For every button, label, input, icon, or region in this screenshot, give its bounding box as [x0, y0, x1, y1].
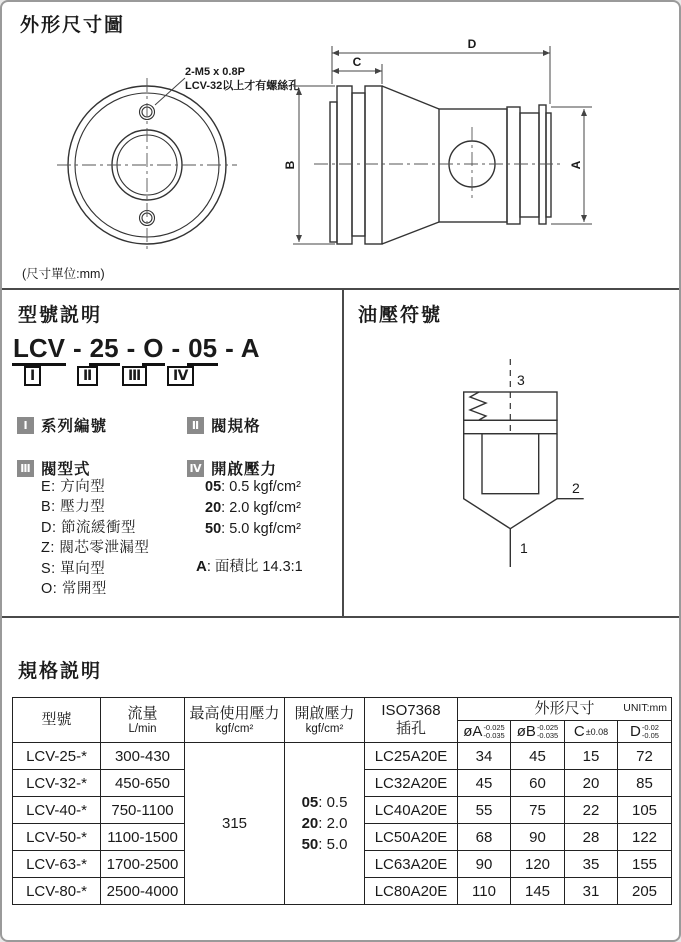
area-ratio-note: A: 面積比 14.3:1	[196, 558, 303, 575]
header-dim-a: øA -0.025 -0.035	[458, 721, 511, 743]
pressure-item: 20: 2.0 kgf/cm²	[205, 500, 301, 516]
header-outline-dims: 外形尺寸 UNIT:mm	[458, 698, 672, 721]
model-code-separator: -	[171, 333, 181, 363]
cell-dim-d: 85	[618, 770, 672, 797]
cell-model: LCV-63-*	[13, 851, 101, 878]
model-code-type: O	[142, 333, 164, 366]
cell-dim-a: 68	[458, 824, 511, 851]
cell-dim-c: 28	[565, 824, 618, 851]
cell-dim-c: 15	[565, 743, 618, 770]
section-divider-bottom	[2, 616, 679, 618]
cell-flow: 1700-2500	[101, 851, 185, 878]
cell-dim-b: 75	[511, 797, 565, 824]
cell-flow: 300-430	[101, 743, 185, 770]
legend-valve-size: Ⅱ 閥規格	[187, 414, 261, 436]
legend-cracking-pressure: Ⅳ 開啟壓力	[187, 457, 277, 479]
numeral-box-1: Ⅰ	[24, 366, 41, 386]
cell-dim-c: 22	[565, 797, 618, 824]
model-code-size: 25	[89, 333, 120, 366]
cell-dim-b: 90	[511, 824, 565, 851]
cell-dim-a: 34	[458, 743, 511, 770]
spec-row	[13, 743, 672, 770]
header-cracking-pressure: 開啟壓力 kgf/cm²	[285, 698, 365, 743]
cell-model: LCV-40-*	[13, 797, 101, 824]
spec-table	[12, 697, 672, 905]
cell-iso: LC40A20E	[365, 797, 458, 824]
legend-valve-type: Ⅲ 閥型式	[17, 457, 91, 479]
port-label-3: 3	[517, 372, 525, 388]
cell-dim-d: 155	[618, 851, 672, 878]
header-max-pressure: 最高使用壓力 kgf/cm²	[185, 698, 285, 743]
cell-iso: LC32A20E	[365, 770, 458, 797]
cell-dim-c: 35	[565, 851, 618, 878]
cell-cracking-pressure: 05: 0.5 20: 2.0 50: 5.0	[285, 743, 365, 905]
annotation-text-line1: 2-M5 x 0.8P	[185, 66, 245, 78]
legend-series: Ⅰ 系列編號	[17, 414, 107, 436]
legend-numeral-1: Ⅰ	[17, 417, 34, 434]
dim-label-a: A	[569, 160, 583, 170]
header-dim-b: øB -0.025 -0.035	[511, 721, 565, 743]
header-dim-c: C±0.08	[565, 721, 618, 743]
hydraulic-symbol	[464, 359, 584, 567]
valve-type-item: E: 方向型	[41, 479, 106, 495]
model-code-series: LCV	[12, 333, 66, 366]
spec-header-row-1	[13, 698, 672, 721]
side-view-drawing	[314, 86, 564, 244]
model-code-separator: -	[73, 333, 82, 363]
numeral-box-2: Ⅱ	[77, 366, 98, 386]
spring-symbol	[470, 392, 486, 420]
header-iso-cavity: ISO7368 插孔	[365, 698, 458, 743]
model-code-ratio: A	[240, 333, 260, 363]
unit-mm-label: UNIT:mm	[623, 702, 668, 714]
model-code-pressure: 05	[187, 333, 218, 366]
valve-type-item: Z: 閥芯零泄漏型	[41, 540, 150, 557]
model-code	[12, 333, 260, 366]
cell-iso: LC25A20E	[365, 743, 458, 770]
cell-flow: 450-650	[101, 770, 185, 797]
valve-type-item: B: 壓力型	[41, 499, 106, 516]
cell-dim-b: 120	[511, 851, 565, 878]
cell-flow: 2500-4000	[101, 878, 185, 905]
port-label-2: 2	[572, 480, 580, 496]
outline-drawing	[2, 30, 681, 288]
port-label-1: 1	[520, 540, 528, 556]
cell-dim-d: 105	[618, 797, 672, 824]
cell-dim-c: 20	[565, 770, 618, 797]
cell-iso: LC80A20E	[365, 878, 458, 905]
dim-label-c: C	[352, 55, 362, 69]
cell-flow: 1100-1500	[101, 824, 185, 851]
cell-model: LCV-80-*	[13, 878, 101, 905]
cell-dim-b: 60	[511, 770, 565, 797]
cell-model: LCV-25-*	[13, 743, 101, 770]
cell-model: LCV-50-*	[13, 824, 101, 851]
pressure-item: 05: 0.5 kgf/cm²	[205, 479, 301, 495]
cell-iso: LC63A20E	[365, 851, 458, 878]
dim-label-d: D	[467, 37, 477, 51]
cell-dim-a: 90	[458, 851, 511, 878]
hydraulic-symbol-drawing	[343, 290, 681, 618]
outline-section-title: 外形尺寸圖	[20, 15, 126, 36]
cell-max-pressure: 315	[185, 743, 285, 905]
valve-type-item: D: 節流緩衝型	[41, 519, 137, 536]
valve-type-item: O: 常開型	[41, 581, 107, 598]
model-section-title: 型號説明	[18, 305, 103, 326]
cell-dim-b: 45	[511, 743, 565, 770]
header-flow: 流量 L/min	[101, 698, 185, 743]
legend-numeral-3: Ⅲ	[17, 460, 34, 477]
pressure-item: 50: 5.0 kgf/cm²	[205, 521, 301, 537]
header-dim-d: D -0.02 -0.05	[618, 721, 672, 743]
cell-dim-a: 110	[458, 878, 511, 905]
cell-dim-a: 55	[458, 797, 511, 824]
cell-dim-b: 145	[511, 878, 565, 905]
numeral-box-4: Ⅳ	[167, 366, 194, 386]
cell-dim-d: 122	[618, 824, 672, 851]
cell-dim-c: 31	[565, 878, 618, 905]
valve-type-item: S: 單向型	[41, 560, 106, 577]
header-model: 型號	[13, 698, 101, 743]
dim-label-b: B	[283, 160, 297, 170]
cell-iso: LC50A20E	[365, 824, 458, 851]
spec-section-title: 規格説明	[18, 661, 103, 682]
legend-numeral-2: Ⅱ	[187, 417, 204, 434]
front-view-drawing	[57, 66, 299, 251]
cracking-pressure-list	[205, 477, 301, 540]
cell-dim-d: 72	[618, 743, 672, 770]
cell-dim-d: 205	[618, 878, 672, 905]
cell-model: LCV-32-*	[13, 770, 101, 797]
valve-type-list	[41, 477, 149, 599]
cell-flow: 750-1100	[101, 797, 185, 824]
cell-dim-a: 45	[458, 770, 511, 797]
unit-note: (尺寸單位:mm)	[22, 267, 105, 281]
model-code-separator: -	[225, 333, 234, 363]
annotation-text-line2: LCV-32以上才有螺絲孔	[185, 80, 300, 92]
numeral-box-3: Ⅲ	[122, 366, 147, 386]
legend-numeral-4: Ⅳ	[187, 460, 204, 477]
model-code-separator: -	[126, 333, 136, 363]
symbol-section-title: 油壓符號	[358, 305, 443, 326]
